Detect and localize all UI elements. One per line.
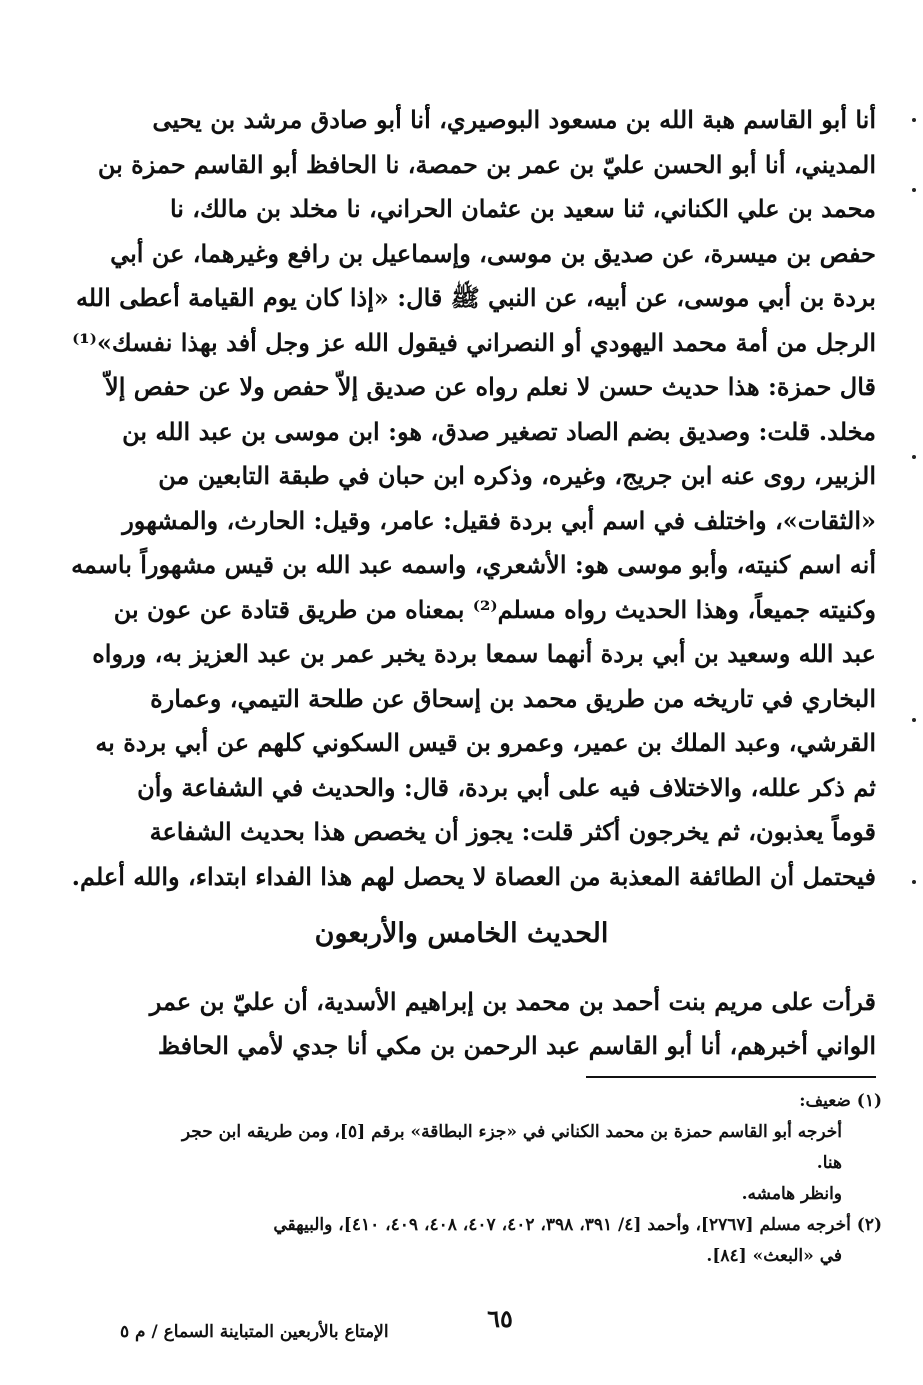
main-body-text <box>71 98 876 899</box>
text-line: الواني أخبرهم، أنا أبو القاسم عبد الرحمن بن مكي أنا جدي لأمي الحافظ <box>157 1031 876 1060</box>
text-line: محمد بن علي الكناني، ثنا سعيد بن عثمان الحراني، نا مخلد بن مالك، نا <box>169 194 876 223</box>
text-line: أنا أبو القاسم هبة الله بن مسعود البوصيري، أنا أبو صادق مرشد بن يحيى <box>152 105 876 134</box>
footnotes <box>112 1086 882 1272</box>
section-paragraph <box>112 980 876 1068</box>
text-line: القرشي، وعبد الملك بن عمير، وعمرو بن قيس السكوني كلهم عن أبي بردة به <box>95 728 876 757</box>
text-line: المديني، أنا أبو الحسن عليّ بن عمر بن حمصة، نا الحافظ أبو القاسم حمزة بن <box>97 149 876 179</box>
text-line: فيحتمل أن الطائفة المعذبة من العصاة لا يحصل لهم هذا الفداء ابتداء، والله أعلم. <box>71 861 876 891</box>
margin-mark <box>912 455 916 459</box>
text-line: حفص بن ميسرة، عن صديق بن موسى، وإسماعيل بن رافع وغيرهما، عن أبي <box>110 238 876 268</box>
text-line: الرجل من أمة محمد اليهودي أو النصراني فيقول الله عز وجل أفد بهذا نفسك»⁽¹⁾ <box>72 327 876 357</box>
text-line: ثم ذكر علله، والاختلاف فيه على أبي بردة، قال: والحديث في الشفاعة وأن <box>137 772 876 802</box>
footnote-line: (٢) أخرجه مسلم [٢٧٦٧]، وأحمد [٤/ ٣٩١، ٣٩٨، ٤٠٢، ٤٠٧، ٤٠٨، ٤٠٩، ٤١٠]، والبيهقي <box>273 1215 882 1235</box>
margin-mark <box>912 880 916 884</box>
page-number: ٦٥ <box>487 1304 513 1333</box>
section-heading: الحديث الخامس والأربعون <box>314 918 609 949</box>
text-line: أنه اسم كنيته، وأبو موسى هو: الأشعري، واسمه عبد الله بن قيس مشهوراً باسمه <box>71 550 876 579</box>
footnote-line: هنا. <box>816 1153 842 1173</box>
footnote-line: وانظر هامشه. <box>741 1184 842 1204</box>
text-line: قوماً يعذبون، ثم يخرجون أكثر قلت: يجوز أن يخصص هذا بحديث الشفاعة <box>149 817 876 846</box>
text-line: وكنيته جميعاً، وهذا الحديث رواه مسلم⁽²⁾ بمعناه من طريق قتادة عن عون بن <box>113 594 876 624</box>
text-line: قال حمزة: هذا حديث حسن لا نعلم رواه عن صديق إلاّ حفص ولا عن حفص إلاّ <box>105 372 876 401</box>
running-footer: الإمتاع بالأربعين المتباينة السماع / م ٥ <box>120 1322 389 1342</box>
margin-mark <box>912 188 916 192</box>
text-line: قرأت على مريم بنت أحمد بن محمد بن إبراهيم الأسدية، أن عليّ بن عمر <box>149 987 876 1016</box>
margin-mark <box>912 118 916 122</box>
footnote-line: (١) ضعيف: <box>799 1091 882 1111</box>
text-line: بردة بن أبي موسى، عن أبيه، عن النبي ﷺ قال: «إذا كان يوم القيامة أعطى الله <box>75 283 876 312</box>
footnote-divider <box>586 1076 876 1078</box>
margin-mark <box>912 718 916 722</box>
text-line: مخلد. قلت: وصديق بضم الصاد تصغير صدق، هو: ابن موسى بن عبد الله بن <box>122 416 876 446</box>
text-line: عبد الله وسعيد بن أبي بردة أنهما سمعا بردة يخبر عمر بن عبد العزيز به، ورواه <box>92 639 876 668</box>
text-line: الزبير، روى عنه ابن جريج، وغيره، وذكره ابن حبان في طبقة التابعين من <box>158 461 876 490</box>
text-line: «الثقات»، واختلف في اسم أبي بردة فقيل: عامر، وقيل: الحارث، والمشهور <box>122 505 876 535</box>
text-line: البخاري في تاريخه من طريق محمد بن إسحاق عن طلحة التيمي، وعمارة <box>150 683 876 713</box>
footnote-line: في «البعث» [٨٤]. <box>706 1246 842 1266</box>
footnote-line: أخرجه أبو القاسم حمزة بن محمد الكناني في «جزء البطاقة» برقم [٥]، ومن طريقه ابن حجر <box>181 1122 842 1142</box>
